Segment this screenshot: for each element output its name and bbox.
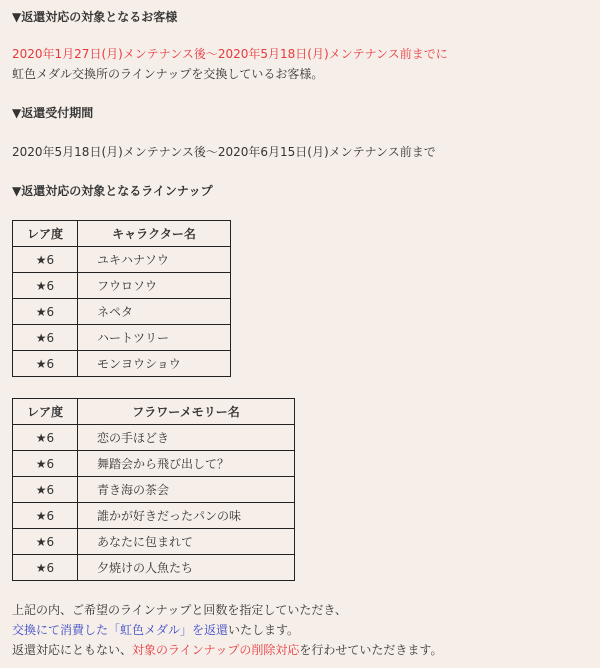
reception-period-line: 2020年5月18日(月)メンテナンス後～2020年6月15日(月)メンテナンス前まで xyxy=(12,145,436,159)
flower-memory-name-cell: 夕焼けの人魚たち xyxy=(78,555,295,581)
target-customers-heading: ▼返還対応の対象となるお客様 xyxy=(12,10,178,24)
flower-memory-name-cell: あなたに包まれて xyxy=(78,529,295,555)
table-header-row xyxy=(13,399,295,425)
characters-table xyxy=(12,220,231,377)
table-row xyxy=(13,247,231,273)
table-row xyxy=(13,273,231,299)
rarity-cell: ★6 xyxy=(13,555,78,581)
rarity-cell: ★6 xyxy=(13,247,78,273)
footer-line-3-start: 返還対応にともない、 xyxy=(12,643,133,657)
footer-line-2-rest: いたします。 xyxy=(228,623,300,637)
rarity-column-header: レア度 xyxy=(13,399,78,425)
reception-period-heading: ▼返還受付期間 xyxy=(12,106,94,120)
rarity-cell: ★6 xyxy=(13,299,78,325)
character-name-column-header: キャラクター名 xyxy=(78,221,231,247)
lineup-deletion-highlight: 対象のラインナップの削除対応 xyxy=(132,643,300,657)
footer-line-2 xyxy=(12,622,299,638)
table-row xyxy=(13,555,295,581)
table-header-row xyxy=(13,221,231,247)
character-name-cell: モンヨウショウ xyxy=(78,351,231,377)
flower-memory-name-cell: 青き海の茶会 xyxy=(78,477,295,503)
flower-memory-name-cell: 誰かが好きだったパンの味 xyxy=(78,503,295,529)
footer-line-1: 上記の内、ご希望のラインナップと回数を指定していただき、 xyxy=(12,603,347,617)
rarity-column-header: レア度 xyxy=(13,221,78,247)
rarity-cell: ★6 xyxy=(13,351,78,377)
target-description-line: 虹色メダル交換所のラインナップを交換しているお客様。 xyxy=(12,67,324,81)
target-lineup-heading: ▼返還対応の対象となるラインナップ xyxy=(12,184,213,198)
flower-memories-table xyxy=(12,398,295,581)
flower-memory-name-cell: 舞踏会から飛び出して？ xyxy=(78,451,295,477)
flower-memory-name-column-header: フラワーメモリー名 xyxy=(78,399,295,425)
table-row xyxy=(13,325,231,351)
rarity-cell: ★6 xyxy=(13,503,78,529)
footer-line-3 xyxy=(12,642,442,658)
rarity-cell: ★6 xyxy=(13,273,78,299)
rarity-cell: ★6 xyxy=(13,451,78,477)
rarity-cell: ★6 xyxy=(13,325,78,351)
rarity-cell: ★6 xyxy=(13,529,78,555)
character-name-cell: ネペタ xyxy=(78,299,231,325)
rarity-cell: ★6 xyxy=(13,477,78,503)
footer-line-3-end: を行わせていただきます。 xyxy=(299,643,443,657)
table-row xyxy=(13,503,295,529)
character-name-cell: ユキハナソウ xyxy=(78,247,231,273)
table-row xyxy=(13,529,295,555)
table-row xyxy=(13,425,295,451)
character-name-cell: ハートツリー xyxy=(78,325,231,351)
rarity-cell: ★6 xyxy=(13,425,78,451)
medal-refund-highlight: 交換にて消費した「虹色メダル」を返還 xyxy=(12,623,229,637)
target-period-line: 2020年1月27日(月)メンテナンス後～2020年5月18日(月)メンテナンス前までに xyxy=(12,47,448,61)
table-row xyxy=(13,299,231,325)
table-row xyxy=(13,351,231,377)
character-name-cell: フウロソウ xyxy=(78,273,231,299)
table-row xyxy=(13,451,295,477)
table-row xyxy=(13,477,295,503)
flower-memory-name-cell: 恋の手ほどき xyxy=(78,425,295,451)
